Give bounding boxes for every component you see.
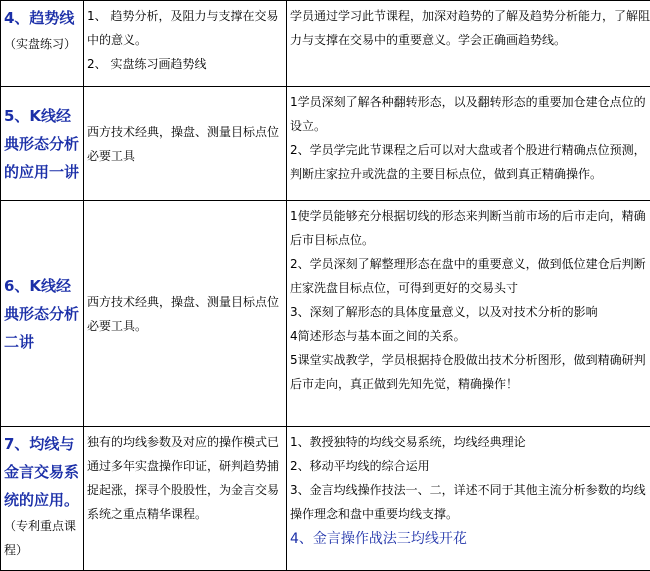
lesson-goals-cell xyxy=(287,1,650,87)
goal-line: 学员通过学习此节课程，加深对趋势的了解及趋势分析能力，了解阻力与支撑在交易中的重要意义。学会正确画趋势线。 xyxy=(290,4,650,52)
lesson-goals-cell xyxy=(287,201,650,427)
goal-line: 3、深刻了解形态的具体度量意义，以及对技术分析的影响 xyxy=(290,300,650,324)
lesson-title-cell xyxy=(1,1,84,87)
goal-line: 1使学员能够充分根据切线的形态来判断当前市场的后市走向，精确后市目标点位。 xyxy=(290,204,650,252)
goal-line: 4简述形态与基本面之间的关系。 xyxy=(290,324,650,348)
outline-line: 1、 趋势分析，及阻力与支撑在交易中的意义。 xyxy=(87,4,283,52)
lesson-title: 6、K线经典形态分析二讲 xyxy=(4,272,80,356)
highlight-line: 4、金言操作战法三均线开花 xyxy=(290,526,650,552)
lesson-outline-cell xyxy=(84,201,287,427)
table-row xyxy=(1,1,650,87)
goal-line: 3、金言均线操作技法一、二，详述不同于其他主流分析参数的均线操作理念和盘中重要均线支撑。 xyxy=(290,478,650,526)
goal-line: 2、移动平均线的综合运用 xyxy=(290,454,650,478)
outline-line: 2、 实盘练习画趋势线 xyxy=(87,52,283,76)
lesson-title-cell xyxy=(1,201,84,427)
outline-line: 西方技术经典，操盘、测量目标点位必要工具 xyxy=(87,120,283,168)
table-row xyxy=(1,201,650,427)
goal-line: 2、学员深刻了解整理形态在盘中的重要意义，做到低位建仓后判断庄家洗盘目标点位，可得到更好的交易头寸 xyxy=(290,252,650,300)
goal-line: 1学员深刻了解各种翻转形态，以及翻转形态的重要加仓建仓点位的设立。 xyxy=(290,90,650,138)
goal-line: 1、教授独特的均线交易系统，均线经典理论 xyxy=(290,430,650,454)
lesson-subtitle: （专利重点课程） xyxy=(4,514,80,562)
table-row xyxy=(1,427,650,571)
lesson-goals-cell xyxy=(287,87,650,201)
goal-line: 2、学员学完此节课程之后可以对大盘或者个股进行精确点位预测，判断庄家拉升或洗盘的主要目标点位，做到真正精确操作。 xyxy=(290,138,650,186)
lesson-title: 7、均线与金言交易系统的应用。 xyxy=(4,430,80,514)
lesson-goals-cell xyxy=(287,427,650,571)
lesson-outline-cell xyxy=(84,1,287,87)
lesson-title: 4、趋势线 xyxy=(4,4,80,32)
outline-line: 独有的均线参数及对应的操作模式已通过多年实盘操作印证，研判趋势捕捉起涨，探寻个股股性，为金言交易系统之重点精华课程。 xyxy=(87,430,283,526)
lesson-subtitle: （实盘练习） xyxy=(4,32,80,56)
outline-line: 西方技术经典，操盘、测量目标点位必要工具。 xyxy=(87,290,283,338)
lesson-outline-cell xyxy=(84,427,287,571)
lesson-outline-cell xyxy=(84,87,287,201)
lesson-title-cell xyxy=(1,87,84,201)
goal-line: 5课堂实战教学，学员根据持仓股做出技术分析图形，做到精确研判后市走向，真正做到先知先觉，精确操作！ xyxy=(290,348,650,396)
table-row xyxy=(1,87,650,201)
lesson-title: 5、K线经典形态分析的应用一讲 xyxy=(4,102,80,186)
lesson-title-cell xyxy=(1,427,84,571)
